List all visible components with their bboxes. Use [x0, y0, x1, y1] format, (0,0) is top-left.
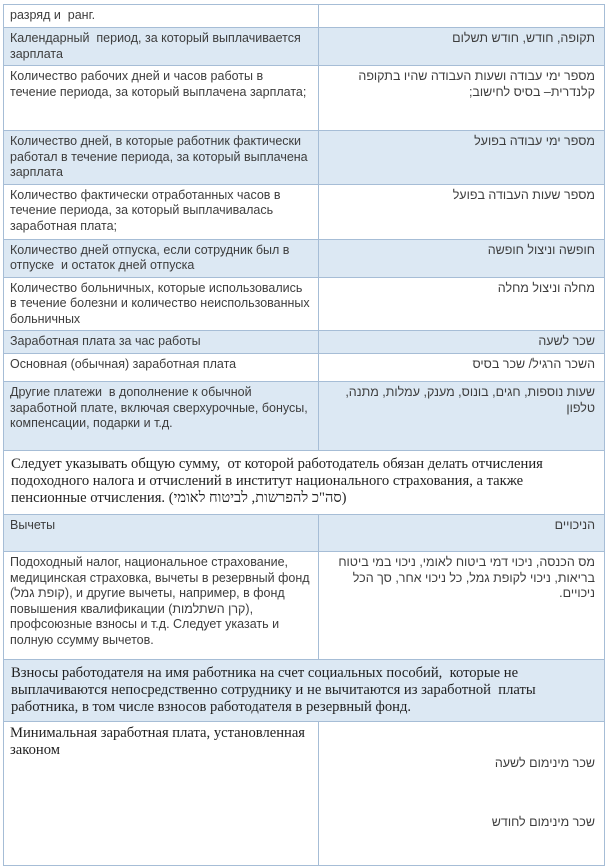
note-row: [4, 660, 604, 722]
term-he-line: שכר מינימום לחודש: [491, 815, 595, 830]
bilingual-salary-terms-table: [3, 4, 605, 866]
table-row: [4, 131, 604, 185]
term-he-cell: חופשה וניצול חופשה: [318, 240, 604, 277]
note-text: Следует указывать общую сумму, от которой работодатель обязан делать отчисления подоходного налога и отчислений в институт национального страхования, а также пенсионные отчисления. (סה"כ להפרשות, לביטוח לאומי): [11, 456, 547, 507]
table-row: [4, 382, 604, 451]
term-ru-cell: разряд и ранг.: [10, 8, 96, 22]
term-ru-cell: Заработная плата за час работы: [10, 334, 201, 348]
table-row: [4, 515, 604, 552]
table-row: [4, 331, 604, 354]
table-row: [4, 185, 604, 240]
term-ru-cell: Вычеты: [10, 518, 56, 532]
term-he-cell: מספר ימי עבודה בפועל: [318, 131, 604, 184]
term-he-cell: הניכויים: [318, 515, 604, 551]
table-row: [4, 722, 604, 865]
term-he-cell: מספר שעות העבודה בפועל: [318, 185, 604, 239]
table-row: [4, 278, 604, 332]
term-ru-cell: Количество больничных, которые использовались в течение болезни и количество неиспользованных больничных: [10, 280, 314, 326]
term-he-cell: שעות נוספות, חגים, בונוס, מענק, עמלות, מתנה, טלפון: [318, 382, 604, 450]
term-ru-cell: Количество дней, в которые работник фактически работал в течение периода, за который выплачена зарплата: [10, 134, 312, 179]
term-he-cell: מספר ימי עבודה ושעות העבודה שהיו בתקופה קלנדרית– בסיס לחישוב;: [318, 66, 604, 130]
term-he-cell: [318, 5, 604, 27]
term-ru-cell: Другие платежи в дополнение к обычной заработной плате, включая сверхурочные, бонусы, компенсации, подарки и т.д.: [10, 385, 312, 430]
note-text: Взносы работодателя на имя работника на счет социальных пособий, которые не выплачиваются непосредственно сотруднику и не вычитаются из заработной платы работника, в том числе взносов работодателя в резервный фонд.: [11, 665, 540, 716]
term-ru-cell: Количество дней отпуска, если сотрудник был в отпуске и остаток дней отпуска: [10, 242, 293, 272]
term-he-cell: [318, 722, 604, 865]
term-he-cell: השכר הרגיל/ שכר בסיס: [318, 354, 604, 381]
term-he-cell: מס הכנסה, ניכוי דמי ביטוח לאומי, ניכוי במי ביטוח בריאות, ניכוי לקופת גמל, כל ניכוי אחר, סך הכל ניכויים.: [318, 552, 604, 659]
term-he-cell: שכר לשעה: [318, 331, 604, 353]
note-row: [4, 451, 604, 515]
term-ru-cell: Минимальная заработная плата, установленная законом: [10, 724, 309, 758]
table-row: [4, 66, 604, 131]
table-row: [4, 240, 604, 278]
term-ru-cell: Подоходный налог, национальное страхование, медицинская страховка, вычеты в резервный фонд (קופת גמל), и другие вычеты, например, в фонд повышения квалификации (קרן השתלמות), профсоюзные взносы и т.д. Следует указать и полную ссумму вычетов.: [10, 555, 313, 647]
term-he-cell: מחלה וניצול מחלה: [318, 278, 604, 331]
term-he-line: שכר מינימום לשעה: [494, 755, 595, 770]
table-row: [4, 5, 604, 28]
table-row: [4, 552, 604, 660]
table-row: [4, 28, 604, 66]
term-ru-cell: Количество рабочих дней и часов работы в течение периода, за который выплачена зарплата;: [10, 69, 307, 99]
term-he-cell: תקופה, חודש, חודש תשלום: [318, 28, 604, 65]
term-ru-cell: Основная (обычная) заработная плата: [10, 357, 237, 371]
term-ru-cell: Календарный период, за который выплачивается зарплата: [10, 31, 305, 61]
term-ru-cell: Количество фактически отработанных часов в течение периода, за который выплачивалась заработная плата;: [10, 187, 285, 233]
table-row: [4, 354, 604, 382]
